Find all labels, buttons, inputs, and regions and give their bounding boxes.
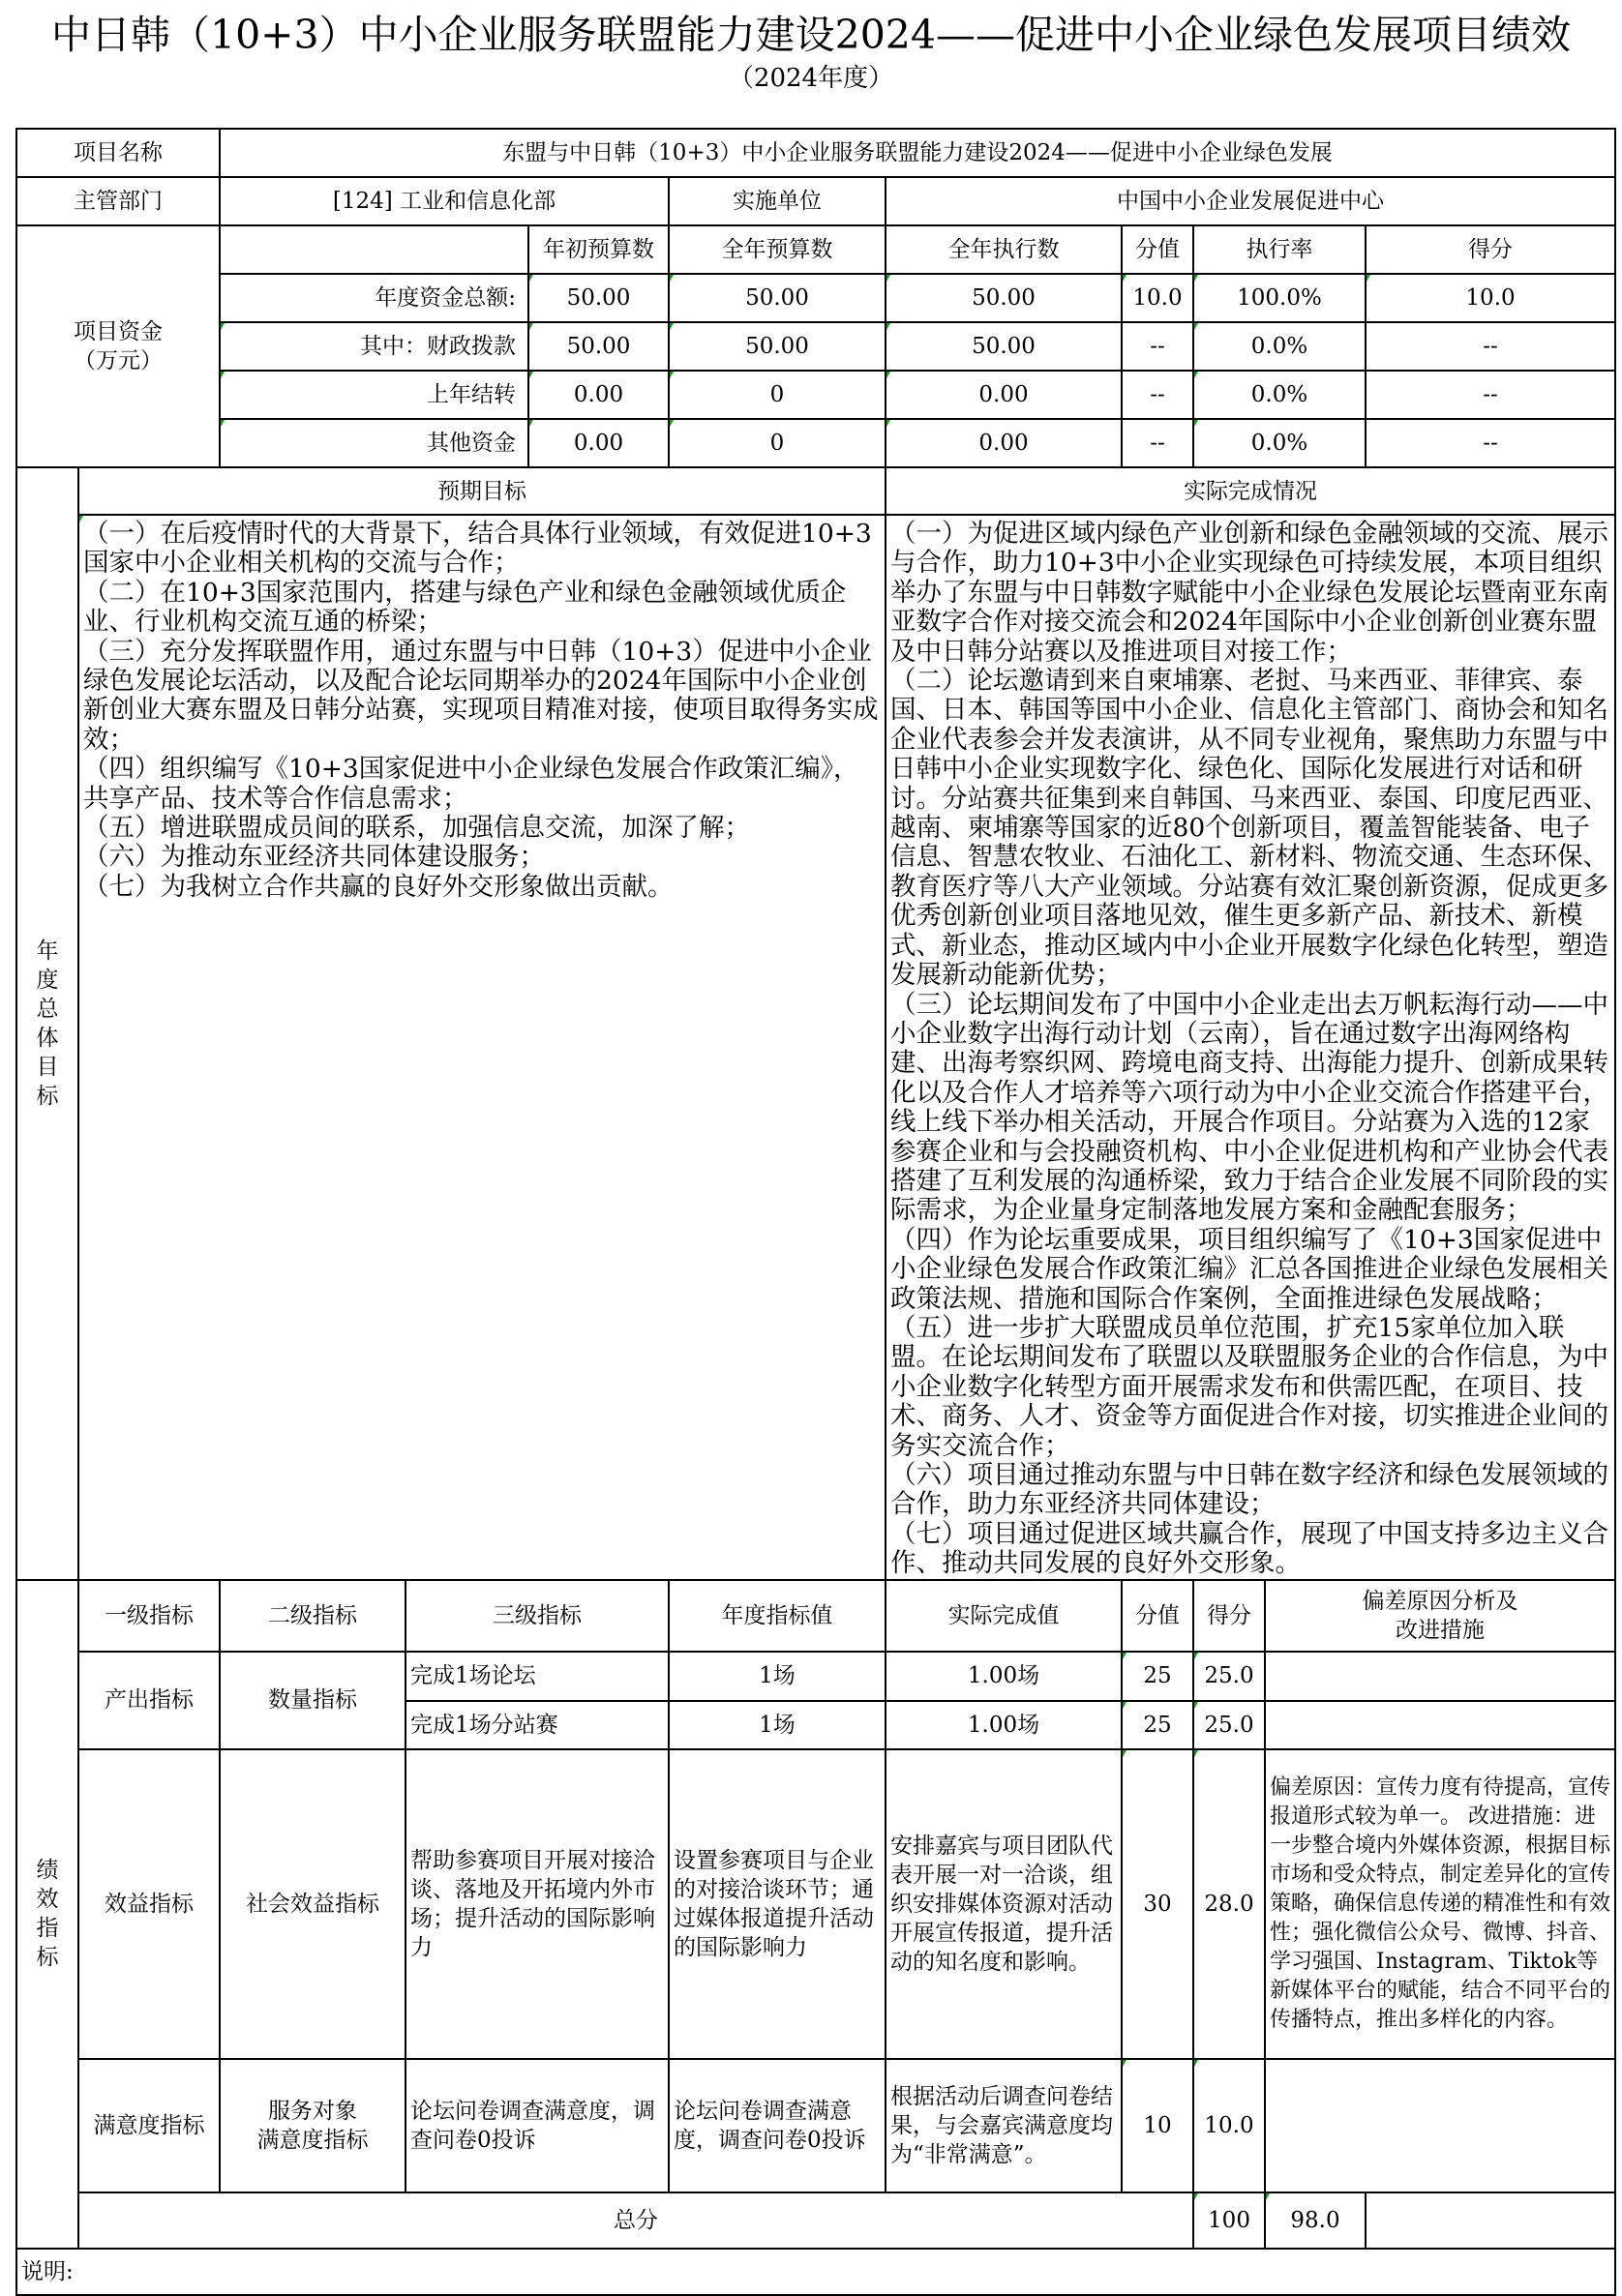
expected-goal-item: （三）充分发挥联盟作用，通过东盟与中日韩（10+3）促进中小企业绿色发展论坛活动，以及配合论坛同期举办的2024年国际中小企业创新创业大赛东盟及日韩分站赛，实现项目精准对接，使项目取得务实成效； [83,636,879,755]
perf-header: 分值 [1122,1580,1193,1652]
funds-label-line1: 项目资金 [74,319,163,344]
expected-goal-item: （四）组织编写《10+3国家促进中小企业绿色发展合作政策汇编》，共享产品、技术等合作信息需求； [83,754,859,814]
perf-header: 三级指标 [406,1580,669,1652]
funds-cell: 0.0% [1193,322,1366,371]
implementer-label: 实施单位 [669,177,886,225]
performance-label-text: 绩效指标 [36,1858,59,1971]
performance-header-row [16,1580,1615,1652]
funds-cell: 10.0 [1366,274,1615,322]
goals-body-row [16,515,1615,1580]
funds-row [16,274,1615,322]
perf-deviation [1265,1652,1615,1701]
perf-header: 二级指标 [220,1580,406,1652]
funds-row-label: 其他资金 [220,419,528,467]
perf-target: 设置参赛项目与企业的对接洽谈环节；通过媒体报道提升活动的国际影响力 [669,1749,886,2059]
perf-score: 25.0 [1193,1652,1265,1701]
perf-level2-line1: 服务对象 [268,2098,357,2124]
expected-goals-text [78,515,886,1580]
page-subtitle: （2024年度） [728,64,894,93]
note-label: 说明: [16,2249,1615,2295]
perf-actual: 根据活动后调查问卷结果，与会嘉宾满意度均为“非常满意”。 [886,2059,1122,2192]
department-value: [124] 工业和信息化部 [220,177,669,225]
goals-header-row [16,467,1615,515]
implementer-value: 中国中小企业发展促进中心 [886,177,1615,225]
funds-cell: 0.00 [886,419,1122,467]
perf-level1: 满意度指标 [78,2059,220,2192]
perf-target: 论坛问卷调查满意度，调查问卷0投诉 [669,2059,886,2192]
funds-row-label: 上年结转 [220,371,528,419]
funds-cell: -- [1122,371,1193,419]
note-row [16,2249,1615,2295]
perf-header: 年度指标值 [669,1580,886,1652]
perf-level2: 社会效益指标 [220,1749,406,2059]
perf-level3: 论坛问卷调查满意度，调查问卷0投诉 [406,2059,669,2192]
perf-level3: 帮助参赛项目开展对接洽谈、落地及开拓境内外市场；提升活动的国际影响力 [406,1749,669,2059]
perf-target: 1场 [669,1652,886,1701]
performance-report-table [15,128,1616,2296]
perf-score: 25.0 [1193,1701,1265,1749]
funds-cell: 0.00 [528,371,669,419]
project-name-row [16,129,1615,177]
expected-goal-item: （六）为推动东亚经济共同体建设服务； [83,842,545,873]
expected-goal-item: （一）在后疫情时代的大背景下，结合具体行业领域，有效促进10+3国家中小企业相关机构的交流与合作； [83,519,872,579]
perf-level3: 完成1场分站赛 [406,1701,669,1749]
perf-target: 1场 [669,1701,886,1749]
funds-row [16,322,1615,371]
perf-header-deviation-line1: 偏差原因分析及 [1362,1588,1518,1614]
funds-label-line2: （万元） [74,348,163,373]
perf-level2: 数量指标 [220,1652,406,1749]
perf-actual: 1.00场 [886,1701,1122,1749]
perf-header: 得分 [1193,1580,1265,1652]
perf-level1: 效益指标 [78,1749,220,2059]
funds-label [16,225,220,467]
funds-cell: 0.0% [1193,419,1366,467]
funds-header: 全年执行数 [886,225,1122,274]
perf-deviation [1265,1701,1615,1749]
funds-cell: 0 [669,419,886,467]
funds-cell: -- [1366,322,1615,371]
actual-results-header: 实际完成情况 [886,467,1615,515]
perf-header: 实际完成值 [886,1580,1122,1652]
actual-result-item: （三）论坛期间发布了中国中小企业走出去万帆耘海行动——中小企业数字出海行动计划（云南），旨在通过数字出海网络构建、出海考察织网、跨境电商支持、出海能力提升、创新成果转化以及合作人才培养等六项行动为中小企业交流合作搭建平台，线上线下举办相关活动，开展合作项目。分站赛为入选的12家参赛企业和与会投融资机构、中小企业促进机构和产业协会代表搭建了互利发展的沟通桥梁，致力于结合企业发展不同阶段的实际需求，为企业量身定制落地发展方案和金融配套服务； [890,989,1608,1226]
total-score: 98.0 [1265,2192,1366,2249]
project-name-value: 东盟与中日韩（10+3）中小企业服务联盟能力建设2024——促进中小企业绿色发展 [220,129,1615,177]
expected-goals-header: 预期目标 [78,467,886,515]
total-label: 总分 [78,2192,1193,2249]
funds-header-blank [220,225,528,274]
expected-goal-item: （七）为我树立合作共赢的良好外交形象做出贡献。 [83,871,674,902]
funds-cell: 0.00 [886,371,1122,419]
actual-result-item: （四）作为论坛重要成果，项目组织编写了《10+3国家促进中小企业绿色发展合作政策汇编》汇总各国推进企业绿色发展相关政策法规、措施和国际合作案例，全面推进绿色发展战略； [890,1224,1608,1314]
funds-cell: -- [1366,371,1615,419]
department-row [16,177,1615,225]
perf-score: 10.0 [1193,2059,1265,2192]
funds-cell: 10.0 [1122,274,1193,322]
funds-row [16,371,1615,419]
funds-cell: 50.00 [528,322,669,371]
actual-result-item: （五）进一步扩大联盟成员单位范围，扩充15家单位加入联盟。在论坛期间发布了联盟以及联盟服务企业的合作信息，为中小企业数字化转型方面开展需求发布和供需匹配，在项目、技术、商务、人才、资金等方面促进合作对接，切实推进企业间的务实交流合作； [890,1312,1608,1461]
funds-header: 分值 [1122,225,1193,274]
funds-cell: 50.00 [886,322,1122,371]
funds-row-label: 其中：财政拨款 [220,322,528,371]
funds-header: 得分 [1366,225,1615,274]
actual-results-text [886,515,1615,1580]
perf-level2-line2: 满意度指标 [256,2127,369,2153]
perf-deviation: 偏差原因：宣传力度有待提高，宣传报道形式较为单一。 改进措施：进一步整合境内外媒体资源，根据目标市场和受众特点，制定差异化的宣传策略，确保信息传递的精准性和有效性；强化微信公众号、微博、抖音、学习强国、Instagram、Tiktok等新媒体平台的赋能，结合不同平台的传播特点，推出多样化的内容。 [1265,1749,1615,2059]
goals-label [16,467,78,1580]
total-row [16,2192,1615,2249]
goals-label-text: 年度总体目标 [36,938,59,1109]
funds-cell: -- [1366,419,1615,467]
perf-header: 一级指标 [78,1580,220,1652]
actual-result-item: （七）项目通过促进区域共赢合作，展现了中国支持多边主义合作、推动共同发展的良好外交形象。 [890,1518,1608,1579]
funds-row-label: 年度资金总额: [220,274,528,322]
funds-header: 全年预算数 [669,225,886,274]
funds-row [16,419,1615,467]
funds-cell: 0.00 [528,419,669,467]
project-name-label: 项目名称 [16,129,220,177]
perf-row [16,1749,1615,2059]
perf-level1: 产出指标 [78,1652,220,1749]
perf-deviation [1265,2059,1615,2192]
funds-cell: 50.00 [886,274,1122,322]
total-weight: 100 [1193,2192,1265,2249]
perf-level2 [220,2059,406,2192]
funds-header-row [16,225,1615,274]
funds-cell: 100.0% [1193,274,1366,322]
perf-header-deviation [1265,1580,1615,1652]
perf-weight: 10 [1122,2059,1193,2192]
actual-result-item: （六）项目通过推动东盟与中日韩在数字经济和绿色发展领域的合作，助力东亚经济共同体建设； [890,1460,1608,1520]
funds-cell: 0.0% [1193,371,1366,419]
funds-cell: 50.00 [528,274,669,322]
total-blank [1366,2192,1615,2249]
expected-goal-item: （二）在10+3国家范围内，搭建与绿色产业和绿色金融领域优质企业、行业机构交流互通的桥梁； [83,577,847,638]
perf-row [16,1652,1615,1701]
performance-label [16,1580,78,2249]
perf-actual: 1.00场 [886,1652,1122,1701]
perf-level3: 完成1场论坛 [406,1652,669,1701]
funds-cell: 50.00 [669,322,886,371]
funds-cell: 50.00 [669,274,886,322]
funds-cell: -- [1122,419,1193,467]
funds-header: 执行率 [1193,225,1366,274]
expected-goal-item: （五）增进联盟成员间的联系，加强信息交流，加深了解； [83,813,750,844]
perf-row [16,2059,1615,2192]
perf-actual: 安排嘉宾与项目团队代表开展一对一洽谈，组织安排媒体资源对活动开展宣传报道，提升活动的知名度和影响。 [886,1749,1122,2059]
perf-weight: 25 [1122,1701,1193,1749]
funds-cell: 0 [669,371,886,419]
funds-header: 年初预算数 [528,225,669,274]
page-title: 中日韩（10+3）中小企业服务联盟能力建设2024——促进中小企业绿色发展项目绩效 [51,12,1571,58]
perf-weight: 25 [1122,1652,1193,1701]
perf-score: 28.0 [1193,1749,1265,2059]
perf-weight: 30 [1122,1749,1193,2059]
perf-header-deviation-line2: 改进措施 [1396,1617,1486,1643]
actual-result-item: （二）论坛邀请到来自柬埔寨、老挝、马来西亚、菲律宾、泰国、日本、韩国等国中小企业、信息化主管部门、商协会和知名企业代表参会并发表演讲，从不同专业视角，聚焦助力东盟与中日韩中小企业实现数字化、绿色化、国际化发展进行对话和研讨。分站赛共征集到来自韩国、马来西亚、泰国、印度尼西亚、越南、柬埔寨等国家的近80个创新项目，覆盖智能装备、电子信息、智慧农牧业、石油化工、新材料、物流交通、生态环保、教育医疗等八大产业领域。分站赛有效汇聚创新资源，促成更多优秀创新创业项目落地见效，催生更多新产品、新技术、新模式、新业态，推动区域内中小企业开展数字化绿色化转型，塑造发展新动能新优势； [890,666,1608,991]
department-label: 主管部门 [16,177,220,225]
actual-result-item: （一）为促进区域内绿色产业创新和绿色金融领域的交流、展示与合作，助力10+3中小企业实现绿色可持续发展，本项目组织举办了东盟与中日韩数字赋能中小企业绿色发展论坛暨南亚东南亚数字合作对接交流会和2024年国际中小企业创新创业赛东盟及中日韩分站赛以及推进项目对接工作； [890,519,1608,667]
funds-cell: -- [1122,322,1193,371]
